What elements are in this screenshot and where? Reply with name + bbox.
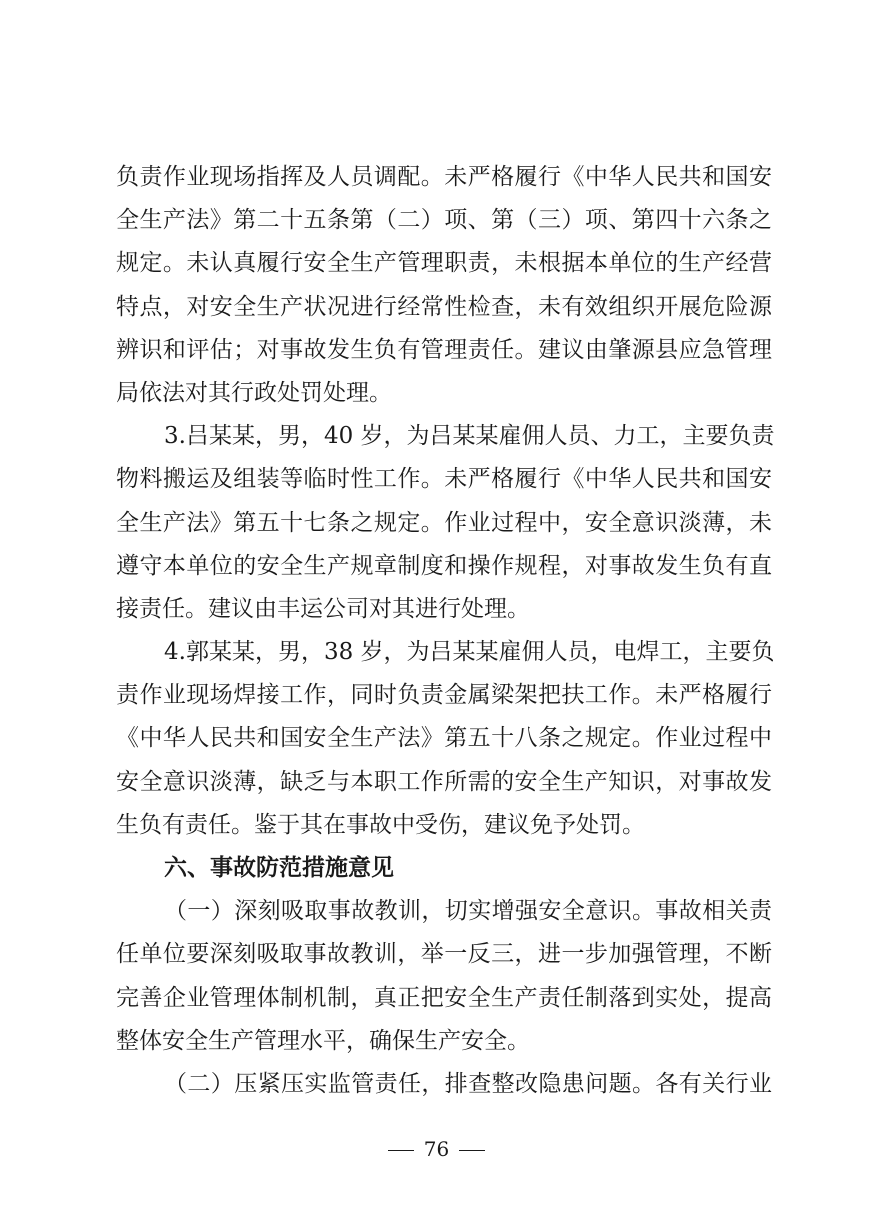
text-line: （二）压紧压实监管责任，排查整改隐患问题。各有关行业	[164, 1070, 772, 1097]
page-number: 76	[423, 1137, 450, 1161]
text-line: （一）深刻吸取事故教训，切实增强安全意识。事故相关责	[164, 898, 772, 925]
text-line: 4.郭某某，男，38 岁，为吕某某雇佣人员，电焊工，主要负	[164, 639, 775, 666]
dash-right	[459, 1150, 485, 1151]
text-line: 生负有责任。鉴于其在事故中受伤，建议免予处罚。	[116, 811, 645, 838]
text-line: 责作业现场焊接工作，同时负责金属梁架把扶工作。未严格履行	[116, 682, 772, 709]
text-line: 全生产法》第五十七条之规定。作业过程中，安全意识淡薄，未	[116, 509, 772, 536]
text-line: 辨识和评估；对事故发生负有管理责任。建议由肇源县应急管理	[116, 336, 772, 363]
text-line: 完善企业管理体制机制，真正把安全生产责任制落到实处，提高	[116, 984, 772, 1011]
text-line: 安全意识淡薄，缺乏与本职工作所需的安全生产知识，对事故发	[116, 768, 772, 795]
text-line: 3.吕某某，男，40 岁，为吕某某雇佣人员、力工，主要负责	[164, 423, 775, 450]
text-line: 整体安全生产管理水平，确保生产安全。	[116, 1027, 530, 1054]
section-heading: 六、事故防范措施意见	[164, 855, 394, 881]
text-line: 全生产法》第二十五条第（二）项、第（三）项、第四十六条之	[116, 207, 772, 234]
text-line: 任单位要深刻吸取事故教训，举一反三，进一步加强管理，不断	[116, 941, 772, 968]
text-line: 接责任。建议由丰运公司对其进行处理。	[116, 595, 530, 622]
document-body	[116, 156, 775, 1106]
text-line: 规定。未认真履行安全生产管理职责，未根据本单位的生产经营	[116, 250, 772, 277]
page-footer	[0, 1134, 873, 1164]
text-line: 特点，对安全生产状况进行经常性检查，未有效组织开展危险源	[116, 293, 772, 320]
text-line: 《中华人民共和国安全生产法》第五十八条之规定。作业过程中	[116, 725, 772, 752]
text-line: 负责作业现场指挥及人员调配。未严格履行《中华人民共和国安	[116, 164, 772, 190]
text-line: 局依法对其行政处罚处理。	[116, 379, 392, 406]
text-line: 遵守本单位的安全生产规章制度和操作规程，对事故发生负有直	[116, 552, 772, 579]
dash-left	[388, 1150, 414, 1151]
text-line: 物料搬运及组装等临时性工作。未严格履行《中华人民共和国安	[116, 466, 772, 493]
